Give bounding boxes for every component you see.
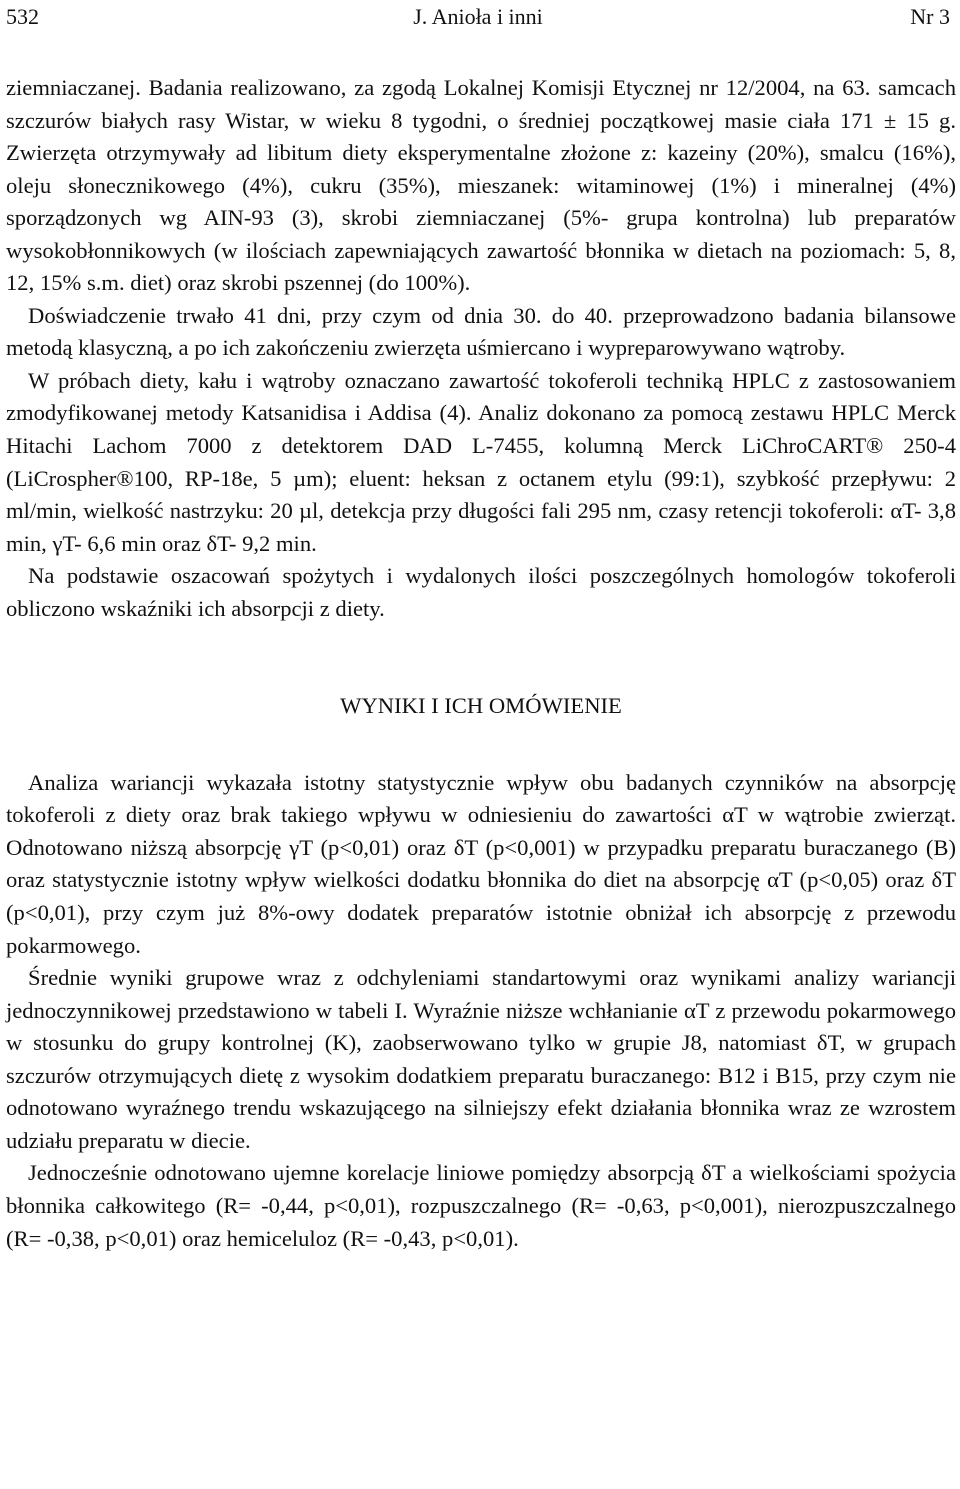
page-number: 532: [6, 4, 39, 29]
paragraph: Średnie wyniki grupowe wraz z odchyleniami standartowymi oraz wynikami analizy wariancji jednoczynnikowej przedstawiono w tabeli I. Wyraźnie niższe wchłanianie αT z przewodu pokarmowego w stosunku do grupy kontrolnej (K), zaobserwowano tylko w grupie J8, natomiast δT, w grupach szczurów otrzymujących dietę z wysokim dodatkiem preparatu buraczanego: B12 i B15, przy czym nie odnotowano wyraźnego trendu wskazującego na silniejszy efekt działania błonnika wraz ze wzrostem udziału preparatu w diecie.: [6, 965, 956, 1153]
running-title: J. Anioła i inni: [413, 4, 543, 29]
issue-number: Nr 3: [910, 4, 950, 29]
paragraph: ziemniaczanej. Badania realizowano, za zgodą Lokalnej Komisji Etycznej nr 12/2004, na 63. samcach szczurów białych rasy Wistar, w wieku 8 tygodni, o średniej początkowej masie ciała 171 ± 15 g. Zwierzęta otrzymywały ad libitum diety eksperymentalne złożone z: kazeiny (20%), smalcu (16%), oleju słonecznikowego (4%), cukru (35%), mieszanek: witaminowej (1%) i mineralnej (4%) sporządzonych wg AIN-93 (3), skrobi ziemniaczanej (5%- grupa kontrolna) lub preparatów wysokobłonnikowych (w ilościach zapewniających zawartość błonnika w dietach na poziomach: 5, 8, 12, 15% s.m. diet) oraz skrobi pszennej (do 100%).: [6, 75, 956, 296]
paragraph: Na podstawie oszacowań spożytych i wydalonych ilości poszczególnych homologów tokoferoli obliczono wskaźniki ich absorpcji z diety.: [6, 563, 956, 621]
paragraph: Jednocześnie odnotowano ujemne korelacje liniowe pomiędzy absorpcją δT a wielkościami spożycia błonnika całkowitego (R= -0,44, p<0,01), rozpuszczalnego (R= -0,63, p<0,001), nierozpuszczalnego (R= -0,38, p<0,01) oraz hemiceluloz (R= -0,43, p<0,01).: [6, 1160, 956, 1251]
page-header: [6, 2, 950, 32]
paragraph: W próbach diety, kału i wątroby oznaczano zawartość tokoferoli techniką HPLC z zastosowaniem zmodyfikowanej metody Katsanidisa i Addisa (4). Analiz dokonano za pomocą zestawu HPLC Merck Hitachi Lachom 7000 z detektorem DAD L-7455, kolumną Merck LiChroCART® 250-4 (LiCrospher®100, RP-18e, 5 µm); eluent: heksan z octanem etylu (99:1), szybkość przepływu: 2 ml/min, wielkość nastrzyku: 20 µl, detekcja przy długości fali 295 nm, czasy retencji tokoferoli: αT- 3,8 min, γT- 6,6 min oraz δT- 9,2 min.: [6, 367, 956, 556]
paragraph: Analiza wariancji wykazała istotny statystycznie wpływ obu badanych czynników na absorpcję tokoferoli z diety oraz brak takiego wpływu w odniesieniu do zawartości αT w wątrobie zwierząt. Odnotowano niższą absorpcję γT (p<0,01) oraz δT (p<0,001) w przypadku preparatu buraczanego (B) oraz statystycznie istotny wpływ wielkości dodatku błonnika do diet na absorpcję αT (p<0,05) oraz δT (p<0,01), przy czym już 8%-owy dodatek preparatów istotnie obniżał ich absorpcję z przewodu pokarmowego.: [6, 769, 956, 958]
article-body: [6, 72, 956, 1255]
paragraph: Doświadczenie trwało 41 dni, przy czym od dnia 30. do 40. przeprowadzono badania bilansowe metodą klasyczną, a po ich zakończeniu zwierzęta uśmiercano i wypreparowywano wątroby.: [6, 302, 956, 361]
section-heading: WYNIKI I ICH OMÓWIENIE: [340, 693, 622, 719]
